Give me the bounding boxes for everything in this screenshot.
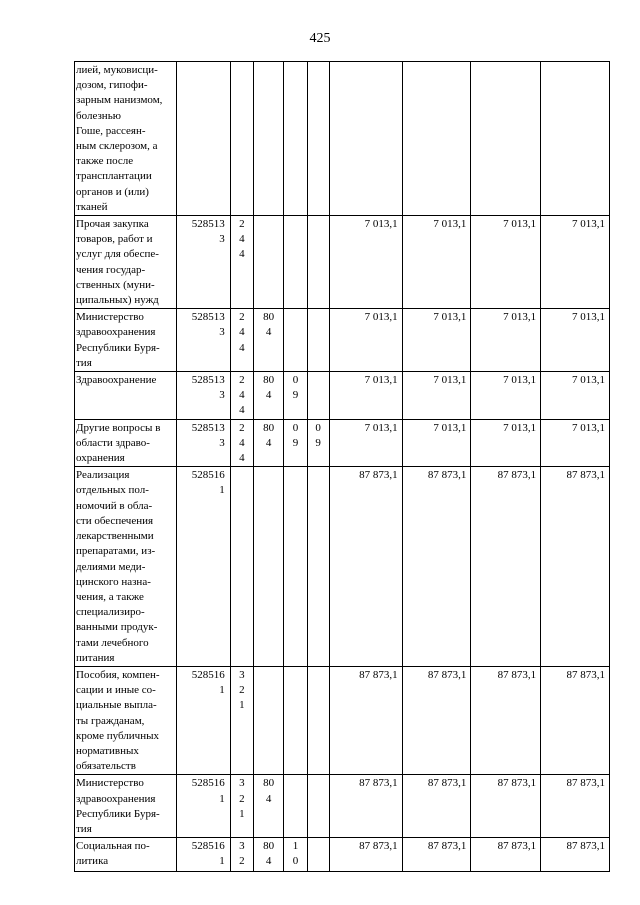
subsection-code-cell <box>307 372 329 420</box>
section-code-cell <box>284 775 307 838</box>
row-name-cell: Социальная по- литика <box>75 838 177 872</box>
amount-cell: 7 013,1 <box>402 372 471 420</box>
expense-type-cell: 2 4 4 <box>230 372 253 420</box>
table-row <box>75 419 610 467</box>
target-article-cell: 528513 3 <box>177 309 231 372</box>
section-code-cell: 1 0 <box>284 838 307 872</box>
ministry-code-cell: 80 4 <box>253 838 283 872</box>
section-code-cell <box>284 666 307 774</box>
table-row <box>75 666 610 774</box>
amount-cell: 7 013,1 <box>329 216 402 309</box>
amount-cell <box>329 62 402 216</box>
amount-cell: 7 013,1 <box>471 309 541 372</box>
target-article-cell: 528516 1 <box>177 838 231 872</box>
subsection-code-cell <box>307 62 329 216</box>
expense-type-cell <box>230 467 253 667</box>
table-row <box>75 372 610 420</box>
row-name-cell: Реализация отдельных пол- номочий в обла- сти обеспечения лекарственными препаратами, из- делиями меди- цинского назна- чения, а также специализиро- ванными продук- тами лечебного питания <box>75 467 177 667</box>
amount-cell: 87 873,1 <box>402 666 471 774</box>
amount-cell: 7 013,1 <box>402 309 471 372</box>
amount-cell: 7 013,1 <box>471 372 541 420</box>
ministry-code-cell <box>253 666 283 774</box>
amount-cell: 7 013,1 <box>541 372 610 420</box>
amount-cell: 87 873,1 <box>471 775 541 838</box>
row-name-cell: Прочая закупка товаров, работ и услуг для обеспе- чения государ- ственных (муни- ципальных) нужд <box>75 216 177 309</box>
amount-cell: 87 873,1 <box>402 467 471 667</box>
row-name-cell: Министерство здравоохранения Республики Буря- тия <box>75 309 177 372</box>
subsection-code-cell <box>307 838 329 872</box>
target-article-cell: 528513 3 <box>177 216 231 309</box>
amount-cell: 87 873,1 <box>329 838 402 872</box>
amount-cell: 7 013,1 <box>329 309 402 372</box>
amount-cell: 7 013,1 <box>541 216 610 309</box>
target-article-cell: 528513 3 <box>177 372 231 420</box>
amount-cell <box>471 62 541 216</box>
amount-cell: 7 013,1 <box>402 216 471 309</box>
target-article-cell: 528516 1 <box>177 467 231 667</box>
ministry-code-cell: 80 4 <box>253 309 283 372</box>
row-name-cell: Министерство здравоохранения Республики Буря- тия <box>75 775 177 838</box>
amount-cell: 87 873,1 <box>329 666 402 774</box>
amount-cell: 87 873,1 <box>329 775 402 838</box>
target-article-cell: 528513 3 <box>177 419 231 467</box>
row-name-cell: Пособия, компен- сации и иные со- циальные выпла- ты гражданам, кроме публичных нормативных обязательств <box>75 666 177 774</box>
amount-cell: 87 873,1 <box>541 467 610 667</box>
row-name-cell: Здравоохранение <box>75 372 177 420</box>
section-code-cell: 0 9 <box>284 419 307 467</box>
amount-cell: 7 013,1 <box>541 419 610 467</box>
target-article-cell: 528516 1 <box>177 775 231 838</box>
amount-cell: 87 873,1 <box>329 467 402 667</box>
section-code-cell <box>284 467 307 667</box>
amount-cell: 87 873,1 <box>471 467 541 667</box>
amount-cell: 87 873,1 <box>541 838 610 872</box>
ministry-code-cell: 80 4 <box>253 775 283 838</box>
target-article-cell: 528516 1 <box>177 666 231 774</box>
amount-cell: 7 013,1 <box>402 419 471 467</box>
amount-cell: 87 873,1 <box>402 775 471 838</box>
section-code-cell <box>284 216 307 309</box>
ministry-code-cell: 80 4 <box>253 419 283 467</box>
expense-type-cell: 3 2 1 <box>230 775 253 838</box>
table-row <box>75 216 610 309</box>
expense-type-cell: 3 2 <box>230 838 253 872</box>
page-number: 425 <box>309 31 331 46</box>
expense-type-cell: 2 4 4 <box>230 419 253 467</box>
subsection-code-cell <box>307 666 329 774</box>
amount-cell: 87 873,1 <box>471 838 541 872</box>
expense-type-cell: 2 4 4 <box>230 216 253 309</box>
subsection-code-cell <box>307 775 329 838</box>
target-article-cell <box>177 62 231 216</box>
expense-type-cell: 2 4 4 <box>230 309 253 372</box>
subsection-code-cell <box>307 467 329 667</box>
amount-cell: 7 013,1 <box>471 419 541 467</box>
section-code-cell <box>284 309 307 372</box>
amount-cell: 7 013,1 <box>329 372 402 420</box>
row-name-cell: Другие вопросы в области здраво- охранения <box>75 419 177 467</box>
expense-type-cell <box>230 62 253 216</box>
section-code-cell: 0 9 <box>284 372 307 420</box>
amount-cell: 7 013,1 <box>541 309 610 372</box>
ministry-code-cell: 80 4 <box>253 372 283 420</box>
subsection-code-cell <box>307 216 329 309</box>
table-row <box>75 467 610 667</box>
row-name-cell: лией, муковисци- дозом, гипофи- зарным нанизмом, болезнью Гоше, рассеян- ным склерозом, а также после трансплантации органов и (или) тканей <box>75 62 177 216</box>
ministry-code-cell <box>253 216 283 309</box>
amount-cell: 7 013,1 <box>471 216 541 309</box>
expense-type-cell: 3 2 1 <box>230 666 253 774</box>
section-code-cell <box>284 62 307 216</box>
amount-cell <box>541 62 610 216</box>
subsection-code-cell: 0 9 <box>307 419 329 467</box>
amount-cell: 7 013,1 <box>329 419 402 467</box>
table-row <box>75 775 610 838</box>
table-row <box>75 309 610 372</box>
ministry-code-cell <box>253 62 283 216</box>
amount-cell: 87 873,1 <box>471 666 541 774</box>
table-row <box>75 838 610 872</box>
table-row <box>75 62 610 216</box>
budget-table <box>74 61 610 872</box>
amount-cell: 87 873,1 <box>541 775 610 838</box>
ministry-code-cell <box>253 467 283 667</box>
subsection-code-cell <box>307 309 329 372</box>
amount-cell: 87 873,1 <box>541 666 610 774</box>
amount-cell <box>402 62 471 216</box>
amount-cell: 87 873,1 <box>402 838 471 872</box>
